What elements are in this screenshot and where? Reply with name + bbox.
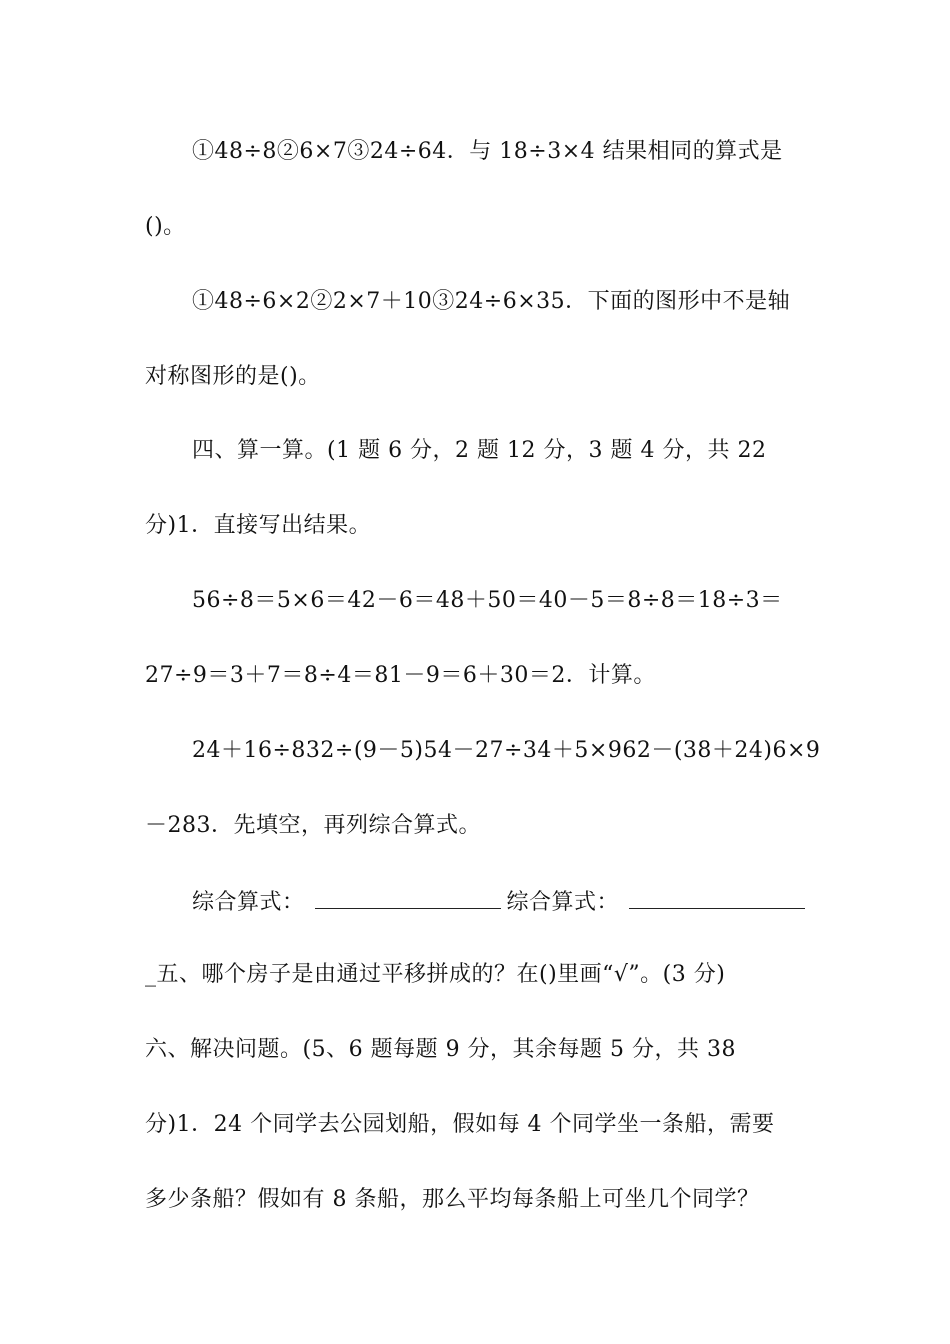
combined-formula-label-2: 综合算式： — [506, 890, 620, 915]
answer-blank-1 — [315, 886, 501, 909]
combined-formula-line — [192, 886, 805, 918]
text-line-3: ①48÷6×2②2×7＋10③24÷6×35．下面的图形中不是轴 — [192, 289, 791, 314]
text-line-10: －283．先填空，再列综合算式。 — [145, 813, 481, 838]
calc-expressions-line: 24＋16÷832÷(9－5)54－27÷34＋5×962－(38＋24)6×9 — [192, 738, 821, 763]
text-line-6: 分)1．直接写出结果。 — [145, 513, 372, 538]
section-four-heading: 四、算一算。(1 题 6 分，2 题 12 分，3 题 4 分，共 22 — [192, 438, 767, 463]
oral-calc-line-1: 56÷8＝5×6＝42－6＝48＋50＝40－5＝8÷8＝18÷3＝ — [192, 588, 783, 613]
text-line-14: 分)1．24 个同学去公园划船，假如每 4 个同学坐一条船，需要 — [145, 1112, 775, 1137]
section-five-heading: _五、哪个房子是由通过平移拼成的？在()里画“√”。(3 分) — [145, 962, 726, 987]
answer-blank-2 — [629, 886, 805, 909]
text-line-15: 多少条船？假如有 8 条船，那么平均每条船上可坐几个同学？ — [145, 1187, 760, 1212]
oral-calc-line-2: 27÷9＝3＋7＝8÷4＝81－9＝6＋30＝2．计算。 — [145, 663, 656, 688]
text-line-2: ()。 — [145, 214, 186, 239]
text-line-4: 对称图形的是()。 — [145, 364, 321, 389]
section-six-heading: 六、解决问题。(5、6 题每题 9 分，其余每题 5 分，共 38 — [145, 1037, 737, 1062]
combined-formula-label-1: 综合算式： — [192, 890, 305, 915]
text-line-1: ①48÷8②6×7③24÷64．与 18÷3×4 结果相同的算式是 — [192, 139, 783, 164]
